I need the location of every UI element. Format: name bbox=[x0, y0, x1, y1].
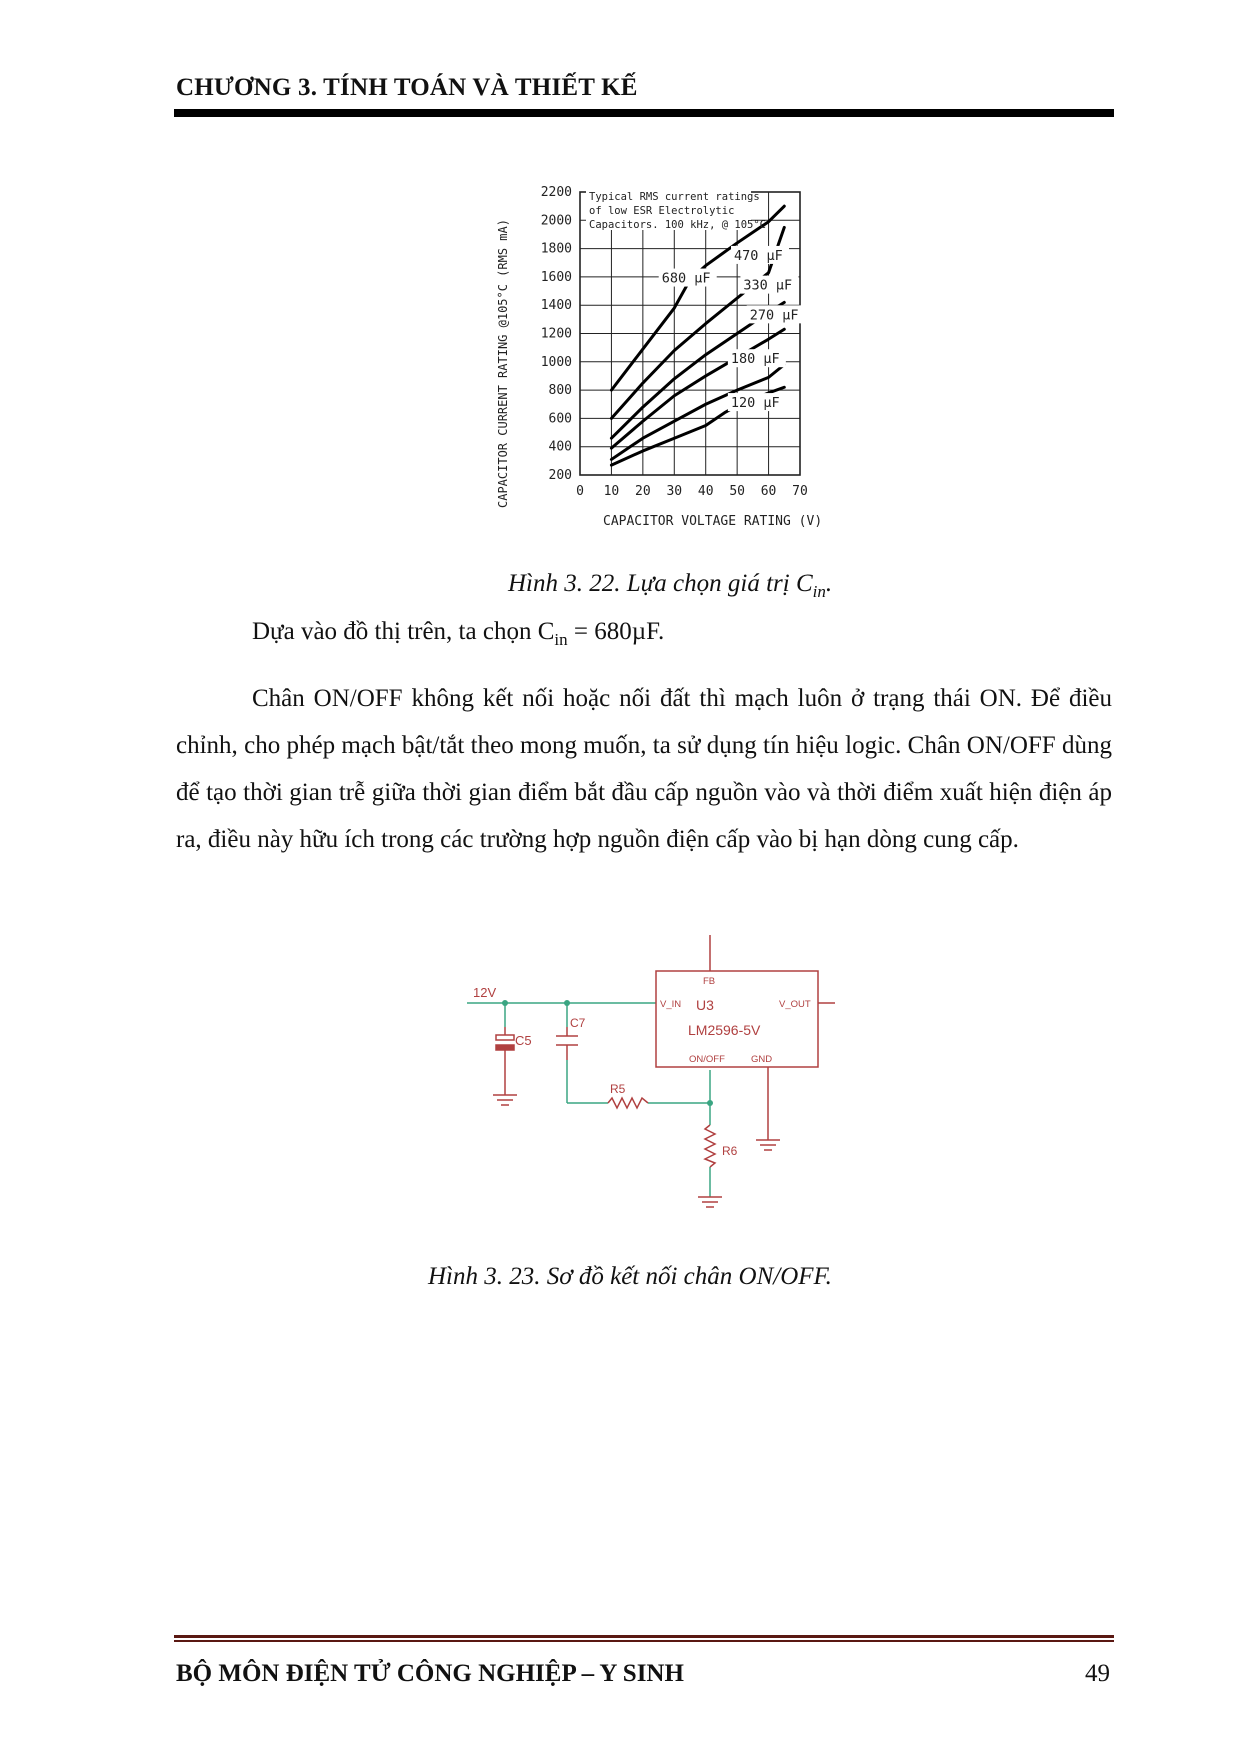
y-axis-label: CAPACITOR CURRENT RATING @105°C (RMS mA) bbox=[496, 219, 510, 508]
footer-rule-thin bbox=[174, 1640, 1114, 1642]
page-number: 49 bbox=[1085, 1660, 1110, 1687]
ground-u3 bbox=[756, 1140, 780, 1150]
choice-suffix: = 680µF. bbox=[567, 618, 665, 645]
c5-plate-bottom bbox=[496, 1045, 514, 1050]
u3-body bbox=[656, 971, 818, 1067]
x-axis-label: CAPACITOR VOLTAGE RATING (V) bbox=[603, 514, 823, 529]
y-tick-label: 600 bbox=[548, 411, 572, 427]
series-label: 270 µF bbox=[749, 307, 799, 324]
ground-c5 bbox=[493, 1095, 517, 1105]
caption-end: . bbox=[825, 570, 833, 597]
onoff-paragraph: Chân ON/OFF không kết nối hoặc nối đất thì mạch luôn ở trạng thái ON. Để điều chỉnh, cho phép mạch bật/tắt theo mong muốn, ta sử dụng tín hiệu logic. Chân ON/OFF dùng để tạo thời gian trễ giữa thời gian điểm bắt đầu cấp nguồn vào và thời điểm xuất hiện điện áp ra, điều này hữu ích trong các trường hợp nguồn điện cấp vào bị hạn dòng cung cấp. bbox=[176, 685, 1112, 853]
x-tick-label: 60 bbox=[760, 484, 777, 499]
c5-plate-top bbox=[496, 1035, 514, 1040]
junction-dot bbox=[707, 1100, 713, 1106]
y-tick-label: 2000 bbox=[540, 213, 572, 229]
onoff-schematic bbox=[460, 935, 860, 1235]
vin-pin-label: V_IN bbox=[660, 999, 682, 1010]
junction-dot bbox=[502, 1000, 508, 1006]
series-label: 330 µF bbox=[743, 277, 793, 294]
c5-label: C5 bbox=[515, 1033, 532, 1048]
x-tick-label: 70 bbox=[792, 484, 808, 499]
choice-prefix: Dựa vào đồ thị trên, ta chọn C bbox=[252, 618, 555, 645]
c7-label: C7 bbox=[570, 1016, 586, 1030]
x-tick-label: 0 bbox=[576, 484, 584, 499]
caption-subscript: in bbox=[812, 582, 826, 601]
cin-choice-text bbox=[176, 608, 1112, 663]
department-name: BỘ MÔN ĐIỆN TỬ CÔNG NGHIỆP – Y SINH bbox=[176, 1660, 684, 1687]
r6-body bbox=[705, 1125, 715, 1167]
chart-series bbox=[611, 206, 804, 465]
onoff-pin-label: ON/OFF bbox=[689, 1054, 725, 1065]
vout-pin-label: V_OUT bbox=[779, 999, 811, 1010]
x-tick-label: 40 bbox=[697, 484, 714, 499]
ground-r6 bbox=[698, 1197, 722, 1207]
annotation-line-1: Typical RMS current ratings bbox=[589, 191, 760, 203]
net-label-12v: 12V bbox=[473, 985, 497, 1000]
r6-label: R6 bbox=[722, 1144, 738, 1158]
y-tick-label: 400 bbox=[548, 439, 572, 455]
series-label: 180 µF bbox=[730, 351, 780, 368]
chart-annotation bbox=[586, 188, 766, 231]
caption-text: Hình 3. 22. Lựa chọn giá trị C bbox=[508, 570, 813, 597]
junctions bbox=[502, 1000, 713, 1106]
y-tick-label: 800 bbox=[548, 383, 572, 399]
capacitor-rating-chart bbox=[480, 140, 880, 540]
choice-subscript: in bbox=[554, 630, 568, 649]
figure-3-23-caption: Hình 3. 23. Sơ đồ kết nối chân ON/OFF. bbox=[428, 1263, 832, 1290]
y-tick-label: 200 bbox=[548, 468, 572, 483]
part-label: LM2596-5V bbox=[688, 1022, 761, 1038]
x-tick-label: 10 bbox=[603, 484, 620, 499]
annotation-line-3: Capacitors. 100 kHz, @ 105°C bbox=[589, 219, 767, 231]
r5-label: R5 bbox=[610, 1082, 626, 1096]
x-tick-label: 30 bbox=[666, 484, 683, 499]
x-tick-label: 50 bbox=[729, 484, 745, 499]
header-rule bbox=[174, 109, 1114, 117]
y-tick-label: 1400 bbox=[540, 298, 572, 314]
junction-dot bbox=[564, 1000, 570, 1006]
x-tick-label: 20 bbox=[635, 484, 651, 499]
y-tick-label: 1800 bbox=[540, 241, 572, 257]
footer-rule bbox=[174, 1635, 1114, 1638]
annotation-line-2: of low ESR Electrolytic bbox=[589, 205, 735, 217]
fb-pin-label: FB bbox=[703, 976, 716, 987]
y-tick-label: 1000 bbox=[540, 354, 572, 370]
y-tick-label: 1200 bbox=[540, 326, 572, 342]
chapter-title: CHƯƠNG 3. TÍNH TOÁN VÀ THIẾT KẾ bbox=[176, 74, 638, 101]
series-label: 120 µF bbox=[730, 395, 780, 412]
figure-3-22-caption bbox=[508, 570, 832, 602]
y-tick-label: 1600 bbox=[540, 269, 572, 285]
gnd-pin-label: GND bbox=[751, 1054, 773, 1065]
components bbox=[493, 935, 835, 1207]
u3-label: U3 bbox=[696, 997, 714, 1013]
y-tick-label: 2200 bbox=[540, 185, 572, 200]
series-label: 680 µF bbox=[661, 270, 711, 287]
r5-body bbox=[608, 1098, 648, 1108]
series-label: 470 µF bbox=[734, 247, 783, 264]
